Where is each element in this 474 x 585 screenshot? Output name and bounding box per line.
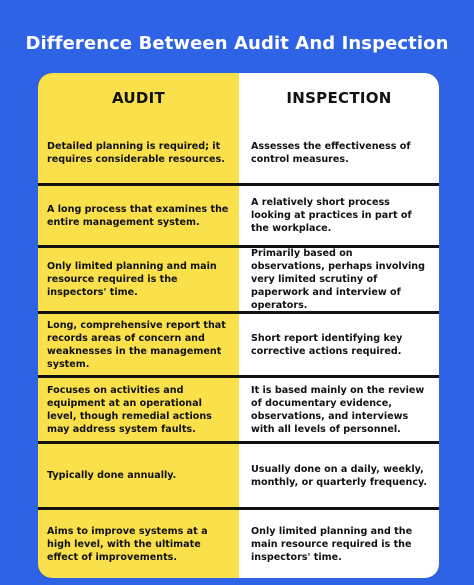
audit-cell-3: Only limited planning and main resource required is the inspectors' time. xyxy=(47,261,217,298)
inspection-cell-7: Only limited planning and the main resource required is the inspectors' time. xyxy=(251,525,413,563)
inspection-cell-1: Assesses the effectiveness of control measures. xyxy=(251,141,411,165)
row-divider xyxy=(38,311,439,314)
inspection-cell-2: A relatively short process looking at practices in part of the workplace. xyxy=(251,197,412,234)
inspection-cell-5: It is based mainly on the review of documentary evidence, observations, and interviews with all levels of personnel. xyxy=(251,384,425,435)
audit-cell-4: Long, comprehensive report that records areas of concern and weaknesses in the management system. xyxy=(47,319,226,370)
inspection-cell-6: Usually done on a daily, weekly, monthly, or quarterly frequency. xyxy=(251,463,428,488)
comparison-table xyxy=(38,73,439,578)
audit-cell-7: Aims to improve systems at a high level, with the ultimate effect of improvements. xyxy=(47,525,208,563)
inspection-cell-3: Primarily based on observations, perhaps involving very limited scrutiny of paperwork and interview of operators. xyxy=(251,248,425,311)
inspection-column xyxy=(239,73,439,578)
audit-cell-6: Typically done annually. xyxy=(47,470,177,481)
audit-cell-2: A long process that examines the entire management system. xyxy=(47,203,229,228)
audit-cell-5: Focuses on activities and equipment at an operational level, though remedial actions may address system faults. xyxy=(47,384,212,435)
row-divider xyxy=(38,375,439,378)
inspection-cell-4: Short report identifying key corrective actions required. xyxy=(251,332,403,357)
row-divider xyxy=(38,245,439,248)
row-divider xyxy=(38,507,439,510)
audit-header: AUDIT xyxy=(111,89,166,107)
inspection-header: INSPECTION xyxy=(286,89,392,107)
row-divider xyxy=(38,441,439,444)
audit-column xyxy=(38,73,239,578)
row-divider xyxy=(38,183,439,186)
audit-cell-1: Detailed planning is required; it requires considerable resources. xyxy=(47,141,225,165)
page-title: Difference Between Audit And Inspection xyxy=(25,33,449,54)
